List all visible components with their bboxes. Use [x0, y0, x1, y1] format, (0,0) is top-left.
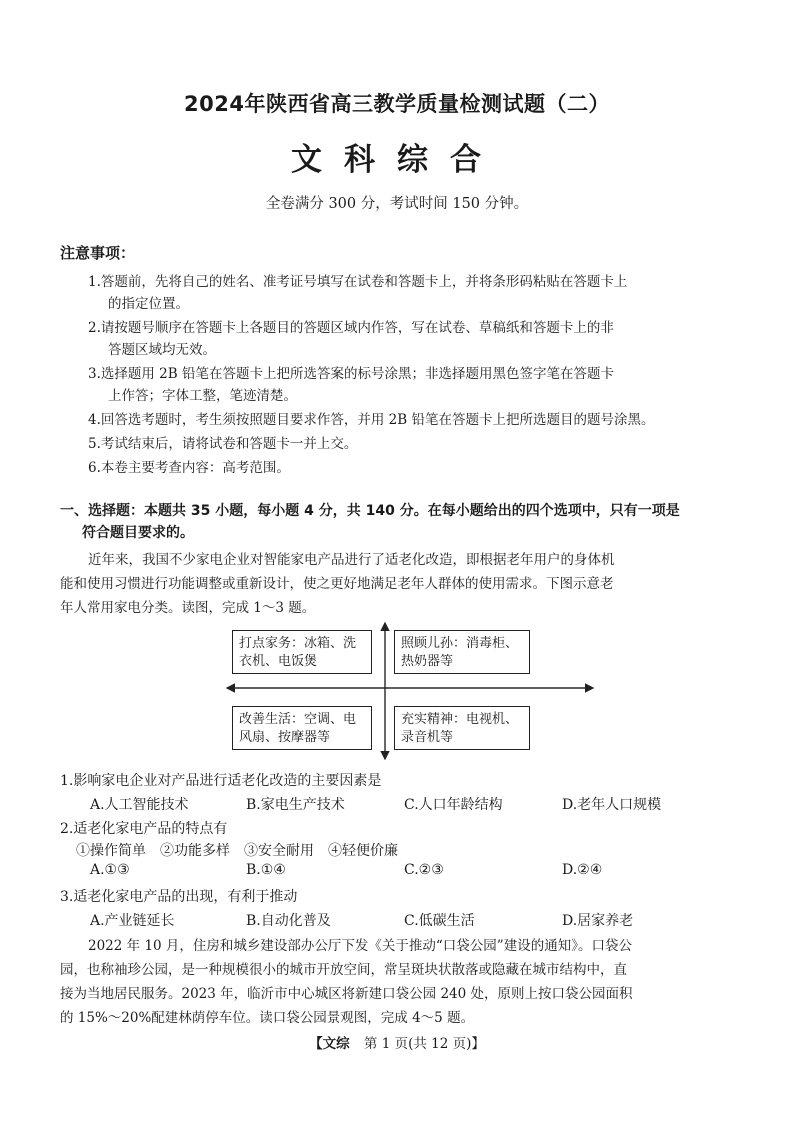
- question-1-option-c: C.人口年龄结构: [404, 797, 503, 813]
- notice-item-5: 5.考试结束后，请将试卷和答题卡一并上交。: [88, 436, 358, 452]
- notice-heading: 注意事项：: [60, 244, 136, 262]
- quadrant-top-left: 打点家务：冰箱、洗衣机、电饭煲: [232, 630, 372, 674]
- intro-line-2: 能和使用习惯进行功能调整或重新设计，使之更好地满足老年人群体的使用需求。下图示意老: [60, 576, 614, 592]
- question-1-option-a: A.人工智能技术: [90, 797, 189, 813]
- page-footer: [0, 1032, 794, 1052]
- subject-title: 文科综合: [291, 142, 503, 178]
- question-3-stem: 3.适老化家电产品的出现，有利于推动: [60, 889, 298, 905]
- section-heading-cont: 符合题目要求的。: [82, 525, 194, 541]
- notice-item-1: 1.答题前，先将自己的姓名、准考证号填写在试卷和答题卡上，并将条形码粘贴在答题卡上: [88, 274, 628, 290]
- section-heading: 一、选择题：本题共 35 小题，每小题 4 分，共 140 分。在每小题给出的四个选项中，只有一项是: [60, 503, 680, 519]
- notice-item-4: 4.回答选考题时，考生须按照题目要求作答，并用 2B 铅笔在答题卡上把所选题目的题号涂黑。: [88, 412, 655, 428]
- question-1-option-b: B.家电生产技术: [246, 797, 345, 813]
- notice-item-2: 2.请按题号顺序在答题卡上各题目的答题区域内作答，写在试卷、草稿纸和答题卡上的非: [88, 320, 614, 336]
- question-3-option-b: B.自动化普及: [246, 913, 331, 929]
- quadrant-top-right: 照顾儿孙：消毒柜、热奶器等: [394, 630, 530, 674]
- question-3-option-c: C.低碳生活: [404, 913, 475, 929]
- notice-item-2-cont: 答题区域均无效。: [108, 342, 216, 358]
- intro-line-3: 年人常用家电分类。读图，完成 1～3 题。: [60, 600, 316, 616]
- footer-subject: 【文综: [309, 1036, 350, 1052]
- notice-item-6: 6.本卷主要考查内容：高考范围。: [88, 460, 290, 476]
- question-2-option-b: B.①④: [246, 862, 286, 878]
- question-2-stem: 2.适老化家电产品的特点有: [60, 821, 228, 837]
- footer-page-number: 第 1 页(共 12 页)】: [363, 1036, 485, 1052]
- passage2-line-2: 园，也称袖珍公园，是一种规模很小的城市开放空间，常呈斑块状散落或隐藏在城市结构中，直: [60, 962, 627, 978]
- question-2-option-c: C.②③: [404, 862, 444, 878]
- question-3-option-a: A.产业链延长: [90, 913, 175, 929]
- full-mark-note: 全卷满分 300 分，考试时间 150 分钟。: [265, 196, 529, 212]
- question-1-option-d: D.老年人口规模: [562, 797, 662, 813]
- notice-item-3: 3.选择题用 2B 铅笔在答题卡上把所选答案的标号涂黑；非选择题用黑色签字笔在答题卡: [88, 366, 614, 382]
- question-2-option-a: A.①③: [90, 862, 130, 878]
- passage2-line-1: 2022 年 10 月，住房和城乡建设部办公厅下发《关于推动“口袋公园”建设的通知》。口袋公: [88, 938, 632, 954]
- question-2-option-d: D.②④: [562, 862, 603, 878]
- passage2-line-4: 的 15%～20%配建林荫停车位。读口袋公园景观图，完成 4～5 题。: [60, 1010, 475, 1026]
- notice-item-3-cont: 上作答；字体工整，笔迹清楚。: [108, 388, 297, 404]
- notice-item-1-cont: 的指定位置。: [108, 296, 189, 312]
- intro-line-1: 近年来，我国不少家电企业对智能家电产品进行了适老化改造，即根据老年用户的身体机: [88, 552, 615, 568]
- question-3-option-d: D.居家养老: [562, 913, 634, 929]
- quadrant-bottom-right: 充实精神：电视机、录音机等: [394, 706, 530, 750]
- question-1-stem: 1.影响家电企业对产品进行适老化改造的主要因素是: [60, 773, 382, 789]
- question-2-statements: ①操作简单 ②功能多样 ③安全耐用 ④轻便价廉: [76, 843, 398, 859]
- exam-title: 2024年陕西省高三教学质量检测试题（二）: [184, 92, 610, 116]
- passage2-line-3: 接为当地居民服务。2023 年，临沂市中心城区将新建口袋公园 240 处，原则上按口袋公园面积: [60, 986, 633, 1002]
- quadrant-bottom-left: 改善生活：空调、电风扇、按摩器等: [232, 706, 372, 750]
